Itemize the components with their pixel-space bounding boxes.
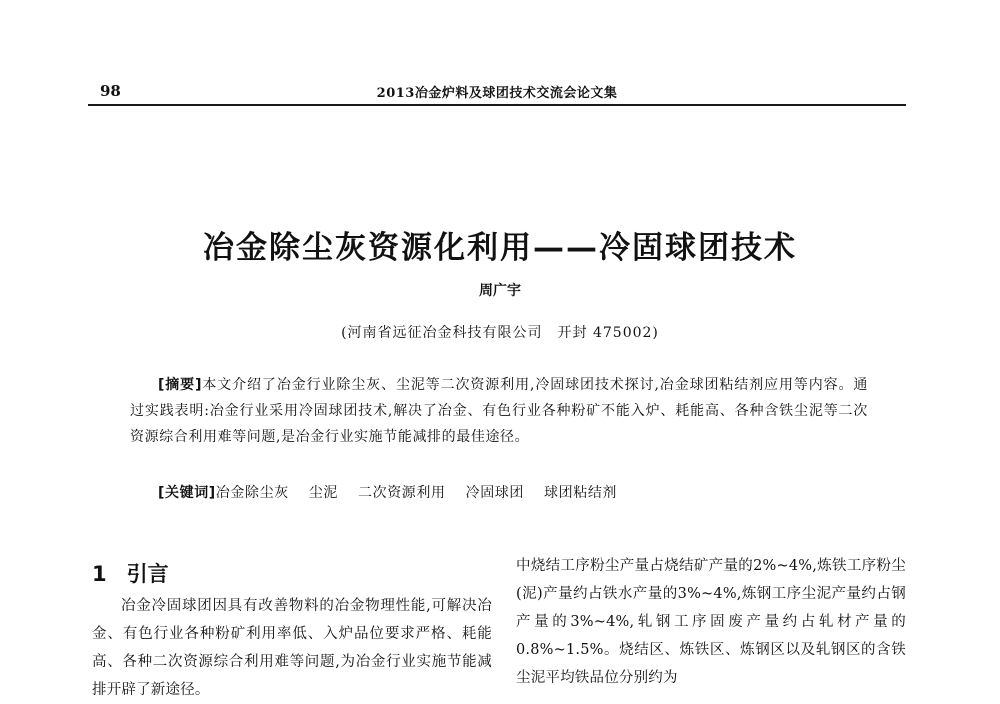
section-title: 引言 xyxy=(126,562,169,586)
abstract xyxy=(130,372,868,450)
paper-title: 冶金除尘灰资源化利用——冷固球团技术 xyxy=(203,230,797,266)
section-number: 1 xyxy=(92,562,107,586)
page-number: 98 xyxy=(100,82,121,100)
keyword-item: 冶金除尘灰 xyxy=(215,485,289,501)
abstract-label: [摘要] xyxy=(158,377,203,393)
keyword-item: 球团粘结剂 xyxy=(544,485,618,501)
keyword-item: 尘泥 xyxy=(308,485,338,501)
keyword-item: 冷固球团 xyxy=(465,485,525,501)
body-column-left xyxy=(92,592,492,704)
keywords xyxy=(130,480,868,506)
keywords-label: [关键词] xyxy=(158,485,216,501)
author-name: 周广宇 xyxy=(479,283,521,299)
keyword-item: 二次资源利用 xyxy=(358,485,446,501)
running-title: 2013冶金炉料及球团技术交流会论文集 xyxy=(376,86,618,101)
body-paragraph: 冶金冷固球团因具有改善物料的冶金物理性能,可解决冶金、有色行业各种粉矿利用率低、入炉品位要求严格、耗能高、各种二次资源综合利用难等问题,为冶金行业实施节能减排开辟了新途径。 xyxy=(92,598,492,698)
abstract-text: 本文介绍了冶金行业除尘灰、尘泥等二次资源利用,冷固球团技术探讨,冶金球团粘结剂应用等内容。通过实践表明:冶金行业采用冷固球团技术,解决了冶金、有色行业各种粉矿不能入炉、耗能高、各种含铁尘泥等二次资源综合利用难等问题,是冶金行业实施节能减排的最佳途径。 xyxy=(130,377,868,445)
running-header-bar xyxy=(88,80,906,106)
body-paragraph: 中烧结工序粉尘产量占烧结矿产量的2%~4%,炼铁工序粉尘(泥)产量约占铁水产量的3%~4%,炼钢工序尘泥产量约占钢产量的3%~4%,轧钢工序固废产量约占轧材产量的0.8%~1.5%。烧结区、炼铁区、炼钢区以及轧钢区的含铁尘泥平均铁品位分别约为 xyxy=(516,558,906,686)
author-affiliation: (河南省远征冶金科技有限公司 开封 475002) xyxy=(341,325,659,341)
section-heading xyxy=(92,558,169,588)
body-column-right xyxy=(516,552,906,692)
